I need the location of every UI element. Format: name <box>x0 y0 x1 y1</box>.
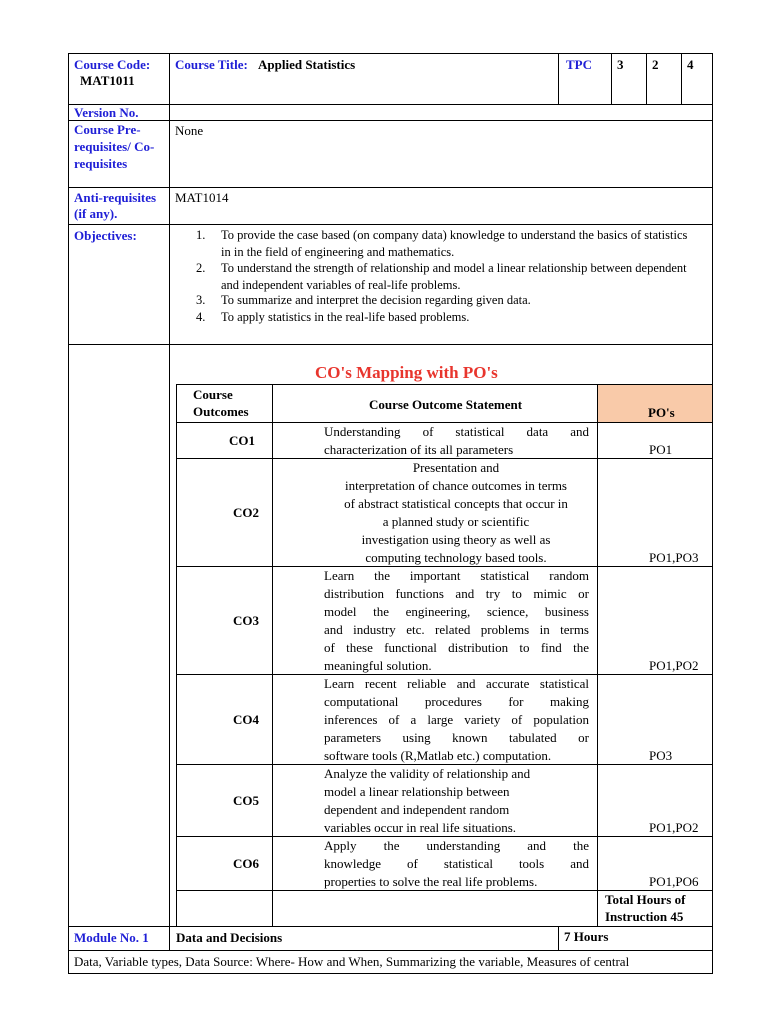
objective-item <box>196 309 696 326</box>
objective-item <box>196 227 696 260</box>
co-header-outcomes-line1: Course <box>193 387 233 402</box>
module-label: Module No. 1 <box>74 930 149 945</box>
co5-statement: Analyze the validity of relationship and model a linear relationship between dependent and independent random variables occur in real life situations. <box>324 766 531 835</box>
tpc-c-value: 4 <box>687 57 694 72</box>
objective-number: 2. <box>196 261 206 275</box>
co2-pos: PO1,PO3 <box>649 550 699 565</box>
total-hours-line2: Instruction 45 <box>605 909 684 924</box>
co1-pos: PO1 <box>649 442 673 457</box>
tpc-c-cell <box>681 53 713 105</box>
prereq-label-line2: requisites/ Co- <box>74 139 155 154</box>
antireq-label-line1: Anti-requisites <box>74 190 157 205</box>
co3-pos: PO1,PO2 <box>649 658 699 673</box>
prereq-value: None <box>175 123 204 138</box>
mapping-title: CO's Mapping with PO's <box>315 363 498 382</box>
prereq-label-line3: requisites <box>74 156 128 171</box>
objective-text: To understand the strength of relationship and model a linear relationship between dependent and independent variables of real-life problems. <box>221 261 687 292</box>
co4-label: CO4 <box>233 712 259 727</box>
co1-label: CO1 <box>229 433 255 448</box>
co6-pos: PO1,PO6 <box>649 874 699 889</box>
objective-number: 3. <box>196 293 206 307</box>
total-empty-cell-1 <box>176 890 273 927</box>
tpc-p-value: 2 <box>652 57 659 72</box>
module-title: Data and Decisions <box>176 930 283 945</box>
course-title-label: Course Title: <box>175 57 248 72</box>
co2-label: CO2 <box>233 505 259 520</box>
co3-label: CO3 <box>233 613 259 628</box>
prereq-value-cell <box>169 120 713 188</box>
module-hours: 7 Hours <box>564 929 609 944</box>
co2-statement: Presentation and interpretation of chance outcomes in terms of abstract statistical concepts that occur in a planned study or scientific investigation using theory as well as computing technology based tools. <box>344 460 568 565</box>
co5-pos: PO1,PO2 <box>649 820 699 835</box>
co1-label-cell <box>176 422 273 459</box>
co6-statement: Apply the understanding and the knowledge of statistical tools and properties to solve the real life problems. <box>324 838 589 889</box>
mapping-left-cell <box>68 344 170 927</box>
co3-statement: Learn the important statistical random distribution functions and try to mimic or model the engineering, science, business and industry etc. related problems in terms of these functional distribution to find the meaningful solution. <box>324 568 589 673</box>
version-label: Version No. <box>74 105 139 120</box>
antireq-value: MAT1014 <box>175 190 229 205</box>
module-content: Data, Variable types, Data Source: Where- How and When, Summarizing the variable, Measures of central <box>74 954 630 969</box>
co-header-pos: PO's <box>648 405 675 420</box>
co5-label: CO5 <box>233 793 259 808</box>
course-code-value: MAT1011 <box>80 73 135 88</box>
course-code-label: Course Code: <box>74 57 151 72</box>
prereq-label-line1: Course Pre- <box>74 122 141 137</box>
version-value-cell <box>169 104 713 121</box>
objective-number: 4. <box>196 310 206 324</box>
objective-text: To provide the case based (on company data) knowledge to understand the basics of statistics in in the field of engineering and mathematics. <box>221 228 688 259</box>
total-empty-cell-2 <box>272 890 598 927</box>
tpc-t-value: 3 <box>617 57 624 72</box>
co-header-outcomes-line2: Outcomes <box>193 404 249 419</box>
objective-number: 1. <box>196 228 206 242</box>
antireq-label-line2: (if any). <box>74 206 118 221</box>
co1-statement: Understanding of statistical data and characterization of its all parameters <box>324 424 589 457</box>
objective-item <box>196 292 696 309</box>
objective-text: To summarize and interpret the decision regarding given data. <box>221 293 531 307</box>
objective-text: To apply statistics in the real-life based problems. <box>221 310 470 324</box>
co-header-statement: Course Outcome Statement <box>369 397 523 412</box>
co4-pos: PO3 <box>649 748 673 763</box>
tpc-label: TPC <box>566 57 592 72</box>
co4-statement: Learn recent reliable and accurate statistical computational procedures for making inferences of a large variety of population parameters using known tabulated or software tools (R,Matlab etc.) computation. <box>324 676 589 763</box>
antireq-value-cell <box>169 187 713 225</box>
course-title-value: Applied Statistics <box>258 57 356 72</box>
objective-item <box>196 260 696 293</box>
total-hours-line1: Total Hours of <box>605 892 686 907</box>
objectives-label: Objectives: <box>74 228 137 243</box>
co6-label: CO6 <box>233 856 259 871</box>
